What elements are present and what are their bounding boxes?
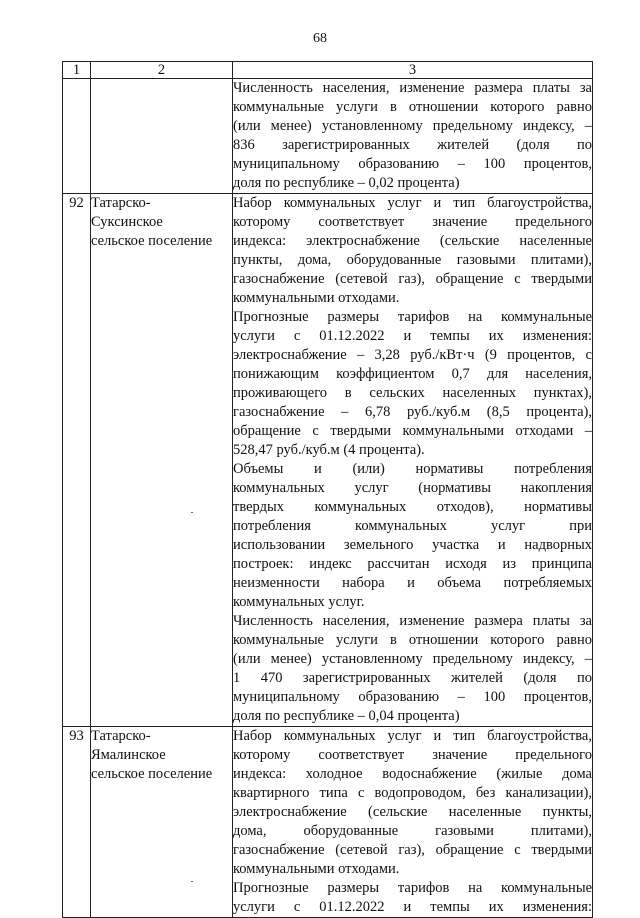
text-line: неизменности набора и объема потребляемых [233,575,592,591]
text-line: квартирного типа с водопроводом, без канализации), [233,785,592,801]
text-line: 836 зарегистрированных жителей (доля по [233,137,592,153]
text-line: услуги с 01.12.2022 и темпы их изменения: [233,899,592,915]
text-line: коммунальных услуг (нормативы накопления [233,480,592,496]
text-line: пункты, дома, оборудованные газовыми плитами), [233,252,592,268]
table-row-92 [63,194,593,727]
header-col-2: 2 [91,62,233,79]
text-line: газоснабжение (сетевой газ), обращение с твердыми [233,271,592,287]
text-line: Численность населения, изменение размера платы за [233,80,592,96]
header-col-3: 3 [233,62,593,79]
text-line: Набор коммунальных услуг и тип благоустройства, [233,728,592,744]
text-line: коммунальные услуги в отношении которого равно [233,632,592,648]
text-line: Численность населения, изменение размера платы за [233,613,592,629]
row-number-cell [63,79,91,194]
name-line: Татарско- [91,195,151,211]
text-line: Объемы и (или) нормативы потребления [233,461,592,477]
text-line: дома, оборудованные газовыми плитами), [233,823,592,839]
text-line: газоснабжение – 6,78 руб./куб.м (8,5 процента), [233,404,592,420]
text-line: которому соответствует значение предельного [233,214,592,230]
table-row-continuation [63,79,593,194]
text-line: твердых коммунальных отходов), нормативы [233,499,592,515]
text-line: индекса: холодное водоснабжение (жилые дома [233,766,592,782]
settlement-name [91,727,233,918]
indicator-cell [233,194,593,727]
text-line: 1 470 зарегистрированных жителей (доля по [233,670,592,686]
text-line: 528,47 руб./куб.м (4 процента). [233,442,425,458]
text-line: (или менее) установленному предельному индексу, – [233,651,592,667]
row-number: 92 [63,194,91,727]
text-line: услуги с 01.12.2022 и темпы их изменения: [233,328,592,344]
name-line: Ямалинское [91,747,166,763]
text-line: понижающим коэффициентом 0,7 для населения, [233,366,592,382]
text-line: муниципальному образованию – 100 процентов, [233,156,592,172]
text-line: которому соответствует значение предельного [233,747,592,763]
volumes-paragraph [233,460,592,612]
name-line: сельское поселение [91,766,213,782]
name-line: сельское поселение [91,233,213,249]
settlement-name [91,194,233,727]
tariffs-paragraph [233,879,592,917]
settlement-name-cell [91,79,233,194]
tariff-table [62,61,593,918]
header-col-1: 1 [63,62,91,79]
text-line: Прогнозные размеры тарифов на коммунальные [233,309,592,325]
text-line: коммунальные услуги в отношении которого равно [233,99,592,115]
table-header-row [63,62,593,79]
text-line: электроснабжение (сельские населенные пункты, [233,804,592,820]
text-line: коммунальными отходами. [233,861,400,877]
text-line: использовании земельного участка и надворных [233,537,592,553]
text-line: газоснабжение (сетевой газ), обращение с твердыми [233,842,592,858]
text-line: построек: индекс рассчитан исходя из принципа [233,556,592,572]
page-number: 68 [313,31,327,46]
indicator-cell [233,79,593,194]
text-line: коммунальных услуг. [233,594,365,610]
text-line: потребления коммунальных услуг при [233,518,592,534]
services-paragraph [233,727,592,879]
text-line: индекса: электроснабжение (сельские населенные [233,233,592,249]
indicator-cell [233,727,593,918]
text-line: Прогнозные размеры тарифов на коммунальные [233,880,592,896]
name-line: Суксинское [91,214,163,230]
text-line: доля по республике – 0,02 процента) [233,175,460,191]
text-line: (или менее) установленному предельному индексу, – [233,118,592,134]
population-paragraph [233,79,592,193]
tariffs-paragraph [233,308,592,460]
text-line: обращение с твердыми коммунальными отходами – [233,423,592,439]
text-line: доля по республике – 0,04 процента) [233,708,460,724]
text-line: коммунальными отходами. [233,290,400,306]
population-paragraph [233,612,592,726]
services-paragraph [233,194,592,308]
text-line: муниципальному образованию – 100 процентов, [233,689,592,705]
text-line: Набор коммунальных услуг и тип благоустройства, [233,195,592,211]
row-number: 93 [63,727,91,918]
text-line: проживающего в сельских населенных пунктах), [233,385,592,401]
text-line: электроснабжение – 3,28 руб./кВт·ч (9 процентов, с [233,347,592,363]
table-row-93 [63,727,593,918]
name-line: Татарско- [91,728,151,744]
